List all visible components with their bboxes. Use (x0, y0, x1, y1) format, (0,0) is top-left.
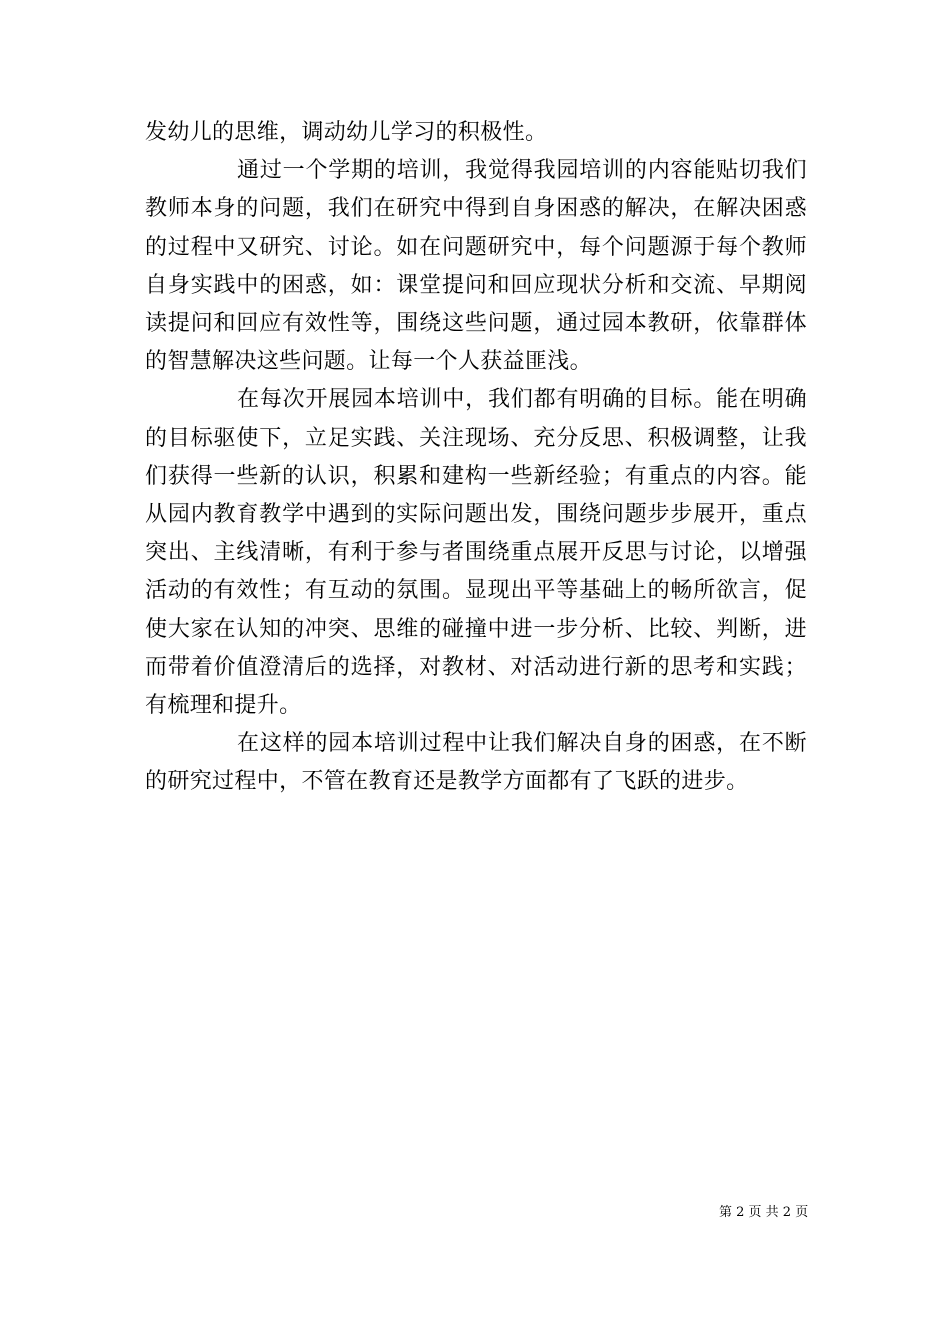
paragraph-training-content: 通过一个学期的培训，我觉得我园培训的内容能贴切我们教师本身的问题，我们在研究中得到自身困惑的解决，在解决困惑的过程中又研究、讨论。如在问题研究中，每个问题源于每个教师自身实践中的困惑，如：课堂提问和回应现状分析和交流、早期阅读提问和回应有效性等，围绕这些问题，通过园本教研，依靠群体的智慧解决这些问题。让每一个人获益匪浅。 (145, 158, 807, 375)
paragraph-training-goals: 在每次开展园本培训中，我们都有明确的目标。能在明确的目标驱使下，立足实践、关注现场、充分反思、积极调整，让我们获得一些新的认识，积累和建构一些新经验；有重点的内容。能从园内教育教学中遇到的实际问题出发，围绕问题步步展开，重点突出、主线清晰，有利于参与者围绕重点展开反思与讨论，以增强活动的有效性；有互动的氛围。显现出平等基础上的畅所欲言，促使大家在认知的冲突、思维的碰撞中进一步分析、比较、判断，进而带着价值澄清后的选择，对教材、对活动进行新的思考和实践；有梳理和提升。 (145, 387, 807, 719)
body-text (145, 114, 807, 802)
paragraph-conclusion: 在这样的园本培训过程中让我们解决自身的困惑，在不断的研究过程中，不管在教育还是教学方面都有了飞跃的进步。 (145, 731, 807, 795)
paragraph-continuation: 发幼儿的思维，调动幼儿学习的积极性。 (145, 120, 548, 145)
page-number-footer: 第 2 页 共 2 页 (719, 1205, 809, 1220)
